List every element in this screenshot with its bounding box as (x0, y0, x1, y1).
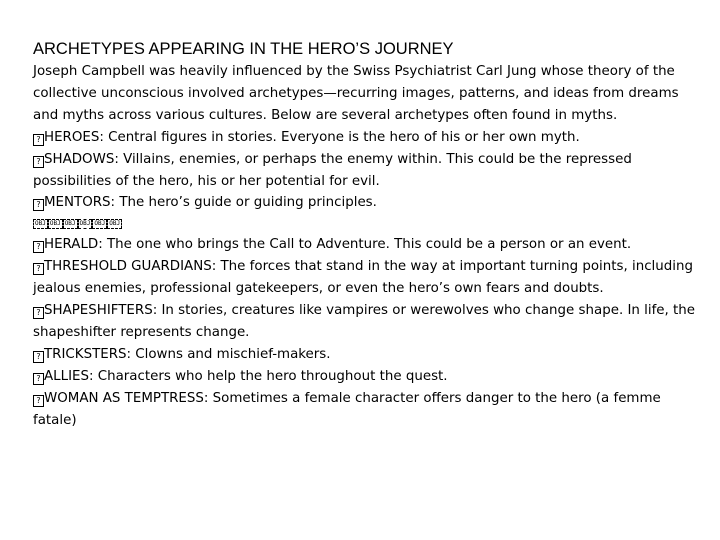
bullet-icon: ? (33, 156, 44, 168)
list-item-text: MENTORS: The hero’s guide or guiding principles. (44, 195, 377, 211)
list-item-herald (33, 234, 708, 256)
object-placeholder: OBJ (64, 220, 76, 228)
body-text (33, 61, 708, 432)
list-item-tricksters (33, 344, 708, 366)
bullet-icon: ? (33, 307, 44, 319)
list-item-text: TRICKSTERS: Clowns and mischief-makers. (44, 346, 331, 362)
list-item-shadows (33, 149, 708, 193)
list-item-threshold-guardians (33, 256, 708, 300)
list-item-shapeshifters (33, 300, 708, 344)
list-item-mentors (33, 192, 708, 214)
list-item-heroes (33, 127, 708, 149)
list-item-text: WOMAN AS TEMPTRESS: Sometimes a female character offers danger to the hero (a femme fatale) (33, 390, 661, 428)
bullet-icon: ? (33, 241, 44, 253)
bullet-icon: ? (33, 134, 44, 146)
list-item-woman-as-temptress (33, 388, 708, 432)
bullet-icon: ? (33, 351, 44, 363)
list-item-allies (33, 366, 708, 388)
list-item-text: THRESHOLD GUARDIANS: The forces that stand in the way at important turning points, including jealous enemies, professional gatekeepers, or even the hero’s own fears and doubts. (33, 259, 693, 297)
intro-paragraph: Joseph Campbell was heavily influenced by the Swiss Psychiatrist Carl Jung whose theory of the collective unconscious involved archetypes—recurring images, patterns, and ideas from dreams and myths across various cultures. Below are several archetypes often found in myths. (33, 64, 679, 123)
bullet-icon: ? (33, 199, 44, 211)
object-placeholder: OBJ (49, 220, 61, 228)
object-placeholder: OBJ (109, 220, 121, 228)
list-item-text: ALLIES: Characters who help the hero throughout the quest. (44, 368, 448, 384)
bullet-icon: ? (33, 373, 44, 385)
object-placeholder: OBJ (94, 220, 106, 228)
list-item-text: SHAPESHIFTERS: In stories, creatures like vampires or werewolves who change shape. In life, the shapeshifter represents change. (33, 303, 696, 340)
list-item-text: HERALD: The one who brings the Call to Adventure. This could be a person or an event. (44, 237, 632, 253)
bullet-icon: ? (33, 263, 44, 275)
list-item-text: HEROES: Central figures in stories. Everyone is the hero of his or her own myth. (44, 129, 580, 145)
object-placeholder: OBJ (35, 220, 46, 228)
object-placeholder: OBJ (79, 220, 91, 228)
list-item-text: SHADOWS: Villains, enemies, or perhaps the enemy within. This could be the repressed possibilities of the hero, his or her potential for evil. (33, 151, 632, 189)
page-title: ARCHETYPES APPEARING IN THE HERO’S JOURNEY (33, 40, 454, 58)
object-placeholder-row (33, 214, 708, 234)
bullet-icon: ? (33, 395, 44, 407)
